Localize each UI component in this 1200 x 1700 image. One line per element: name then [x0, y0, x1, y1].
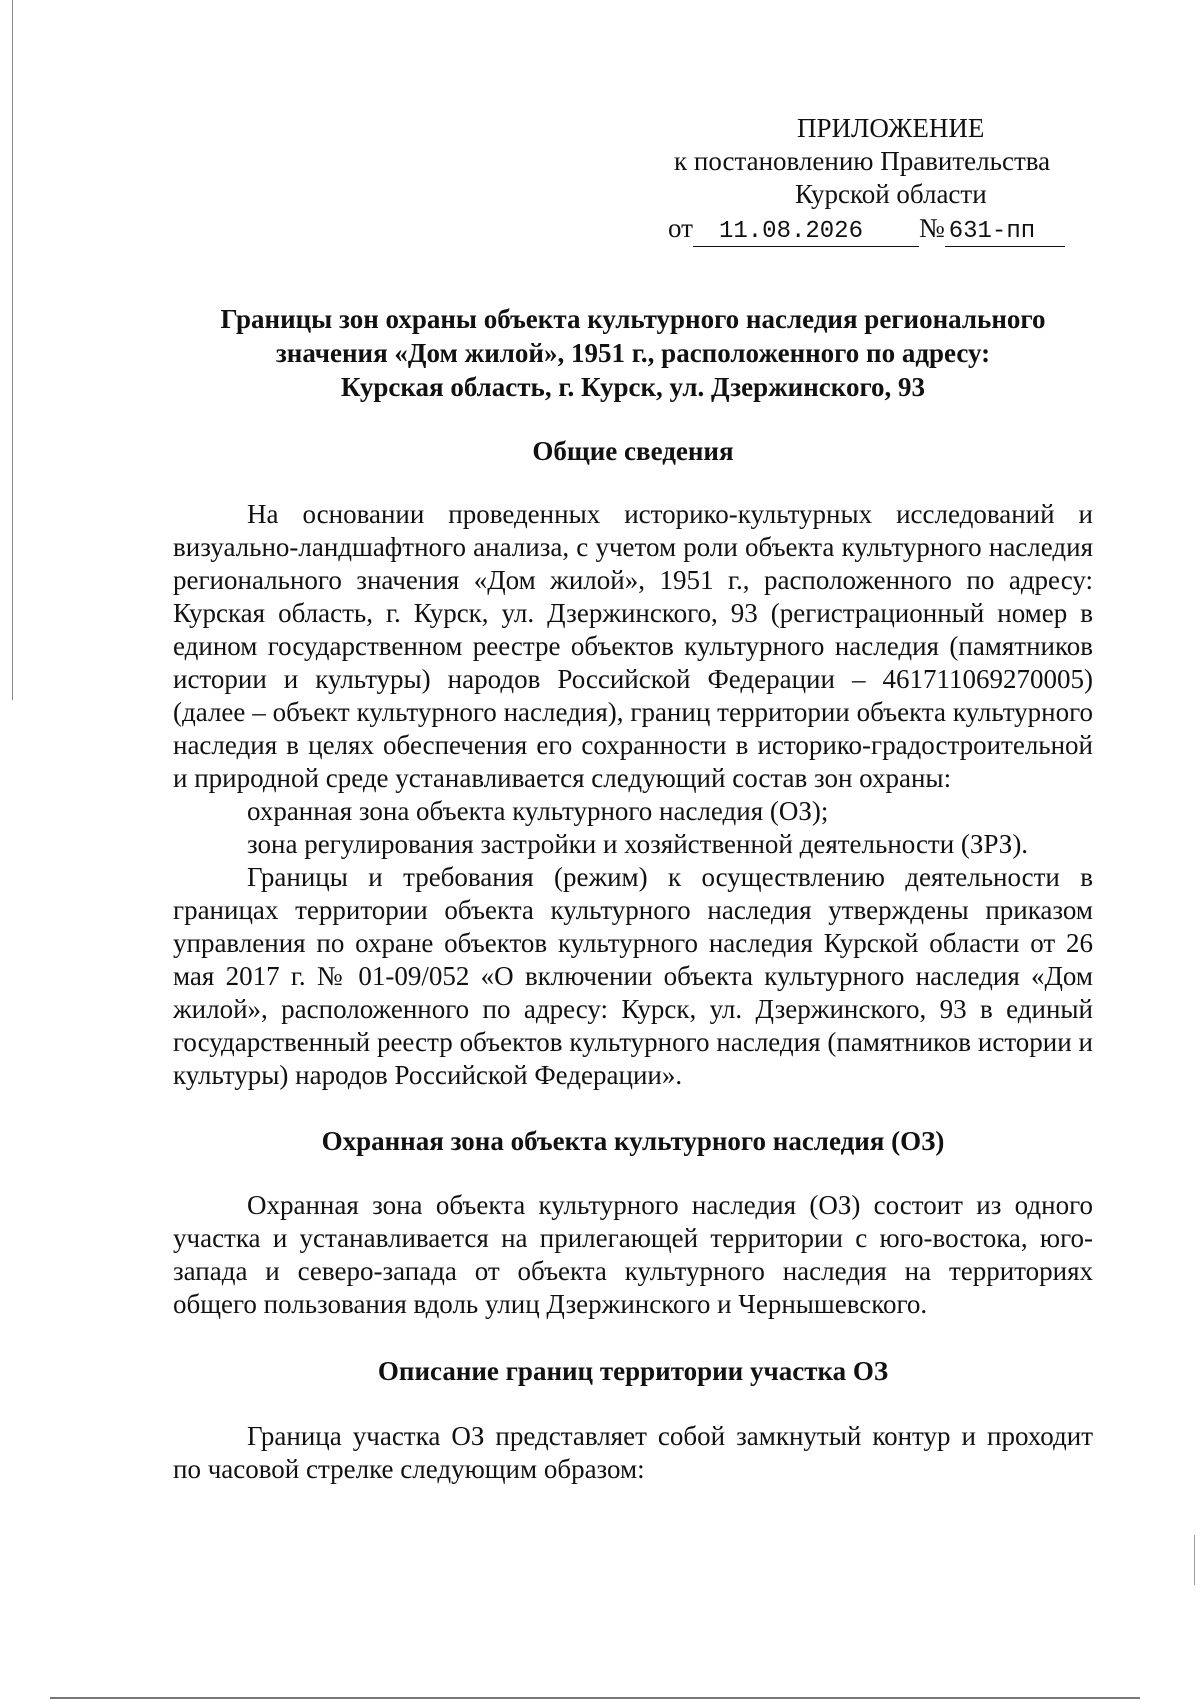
- approval-number: 631-пп: [945, 218, 1065, 247]
- scan-edge-bottom: [50, 1697, 1140, 1699]
- title-line-2: значения «Дом жилой», 1951 г., расположенного по адресу:: [275, 338, 991, 368]
- title-line-1: Границы зон охраны объекта культурного наследия регионального: [220, 304, 1046, 334]
- zone-list-item-oz: охранная зона объекта культурного наследия (ОЗ);: [247, 796, 829, 826]
- number-prefix: №: [918, 213, 945, 243]
- approval-region: Курской области: [795, 179, 987, 209]
- document-body: [173, 302, 1093, 1486]
- approval-date: 11.08.2026: [693, 218, 919, 247]
- title-line-3: Курская область, г. Курск, ул. Дзержинского, 93: [340, 372, 926, 402]
- general-paragraph-1: На основании проведенных историко-культурных исследований и визуально-ландшафтного анализа, с учетом роли объекта культурного наследия регионального значения «Дом жилой», 1951 г., расположенного по адресу: Курская область, г. Курск, ул. Дзержинского, 93 (регистрационный номер в едином государственном реестре объектов культурного наследия (памятников истории и культуры) народов Российской Федерации – 461711069270005) (далее – объект культурного наследия), границ территории объекта культурного наследия в целях обеспечения его сохранности в историко-градостроительной и природной среде устанавливается следующий состав зон охраны:: [173, 499, 1093, 793]
- approval-date-number: [660, 212, 1100, 247]
- section-heading-general: Общие сведения: [532, 436, 734, 466]
- section-heading-oz: Охранная зона объекта культурного наследия (ОЗ): [321, 1126, 945, 1156]
- oz-paragraph: Охранная зона объекта культурного наследия (ОЗ) состоит из одного участка и устанавливается на прилегающей территории с юго-востока, юго-запада и северо-запада от объекта культурного наследия на территориях общего пользования вдоль улиц Дзержинского и Чернышевского.: [173, 1190, 1093, 1319]
- date-prefix: от: [668, 213, 693, 243]
- section-heading-boundary: Описание границ территории участка ОЗ: [377, 1356, 889, 1386]
- boundary-paragraph: Граница участка ОЗ представляет собой замкнутый контур и проходит по часовой стрелке следующим образом:: [173, 1421, 1093, 1484]
- approval-resolution: к постановлению Правительства: [674, 146, 1051, 176]
- approval-heading: ПРИЛОЖЕНИЕ: [797, 113, 985, 143]
- approval-block: [660, 112, 1100, 247]
- document-title: [173, 302, 1093, 404]
- general-paragraph-2: Границы и требования (режим) к осуществлению деятельности в границах территории объекта культурного наследия утверждены приказом управления по охране объектов культурного наследия Курской области от 26 мая 2017 г. № 01-09/052 «О включении объекта культурного наследия «Дом жилой», расположенного по адресу: Курск, ул. Дзержинского, 93 в единый государственный реестр объектов культурного наследия (памятников истории и культуры) народов Российской Федерации».: [173, 862, 1093, 1090]
- scan-mark-right: [1194, 1535, 1195, 1585]
- zone-list-item-zrz: зона регулирования застройки и хозяйственной деятельности (ЗРЗ).: [247, 829, 1029, 859]
- scan-edge-left: [12, 0, 13, 700]
